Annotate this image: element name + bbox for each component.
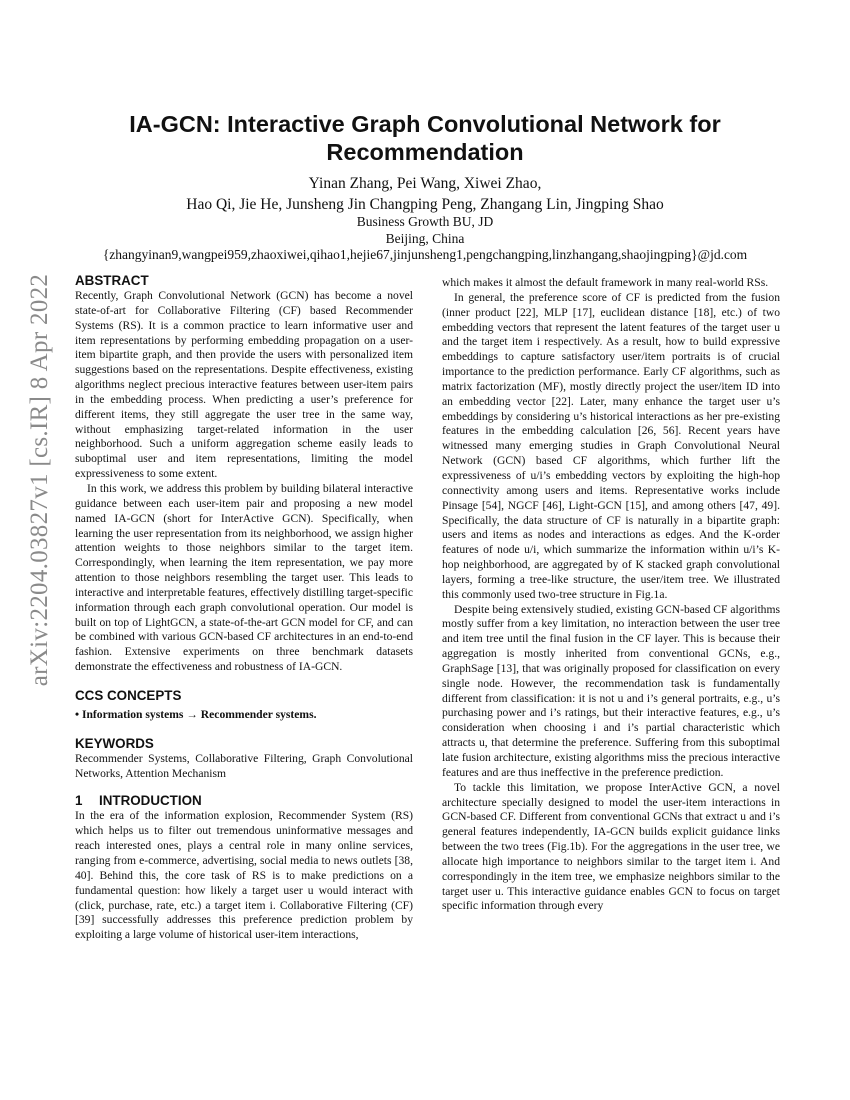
intro-paragraph-1: In the era of the information explosion, Recommender System (RS) which helps us to filter out tremendous uninformative messages and reach interested ones, plays a central role in many online services, ranging from e-commerce, advertising, social media to news outlets [38, 40]. Behind this, the core task of RS is to make predictions on a fundamental question: how likely a target user u would interact with (click, purchase, rate, etc.) a target item i. Collaborative Filtering (CF) [39] successfully addresses this preference prediction problem by exploiting a large volume of historical user-item interactions, bbox=[75, 809, 413, 942]
affiliation-org: Business Growth BU, JD bbox=[356, 214, 494, 229]
keywords-heading: KEYWORDS bbox=[75, 735, 154, 751]
intro-paragraph-1-continued: which makes it almost the default framework in many real-world RSs. bbox=[442, 276, 769, 289]
affiliation-emails: {zhangyinan9,wangpei959,zhaoxiwei,qihao1,hejie67,jinjunsheng1,pengchangping,linzhangang,shaojingping}@jd.com bbox=[102, 247, 748, 262]
intro-paragraph-4: To tackle this limitation, we propose InterActive GCN, a novel architecture specially designed to model the user-item interactions in GCN-based CF. Different from conventional GCNs that extract u and i’s general features independently, IA-GCN builds explicit guidance links between the two trees (Fig.1b). For the aggregations in the user tree, we allocate high importance to neighbors similar to the target item i. And correspondingly in the item tree, we emphasize neighbors similar to the target user u. This interactive guidance enables GCN to focus on target specific information through every bbox=[442, 780, 780, 913]
intro-paragraph-3: Despite being extensively studied, existing GCN-based CF algorithms mostly suffer from a key limitation, no interaction between the user tree and item tree until the final fusion in the CF layer. This is because their aggregation is mostly inherited from conventional GCNs, e.g., GraphSage [13], that was originally proposed for classification on every single node. However, the recommendation task is fundamentally different from classification: it is not u and i’s general portraits, e.g., u’s purchasing power and i’s ratings, but their interactive features, e.g., u’s consideration when choosing i and i’s partial characteristic which attracts u, that determine the preference. Suffering from this suboptimal late fusion architecture, existing algorithms miss the precious interactive features and are thus ineffective in the preference prediction. bbox=[442, 602, 780, 779]
author-list bbox=[80, 173, 770, 215]
abstract-paragraph-2: In this work, we address this problem by building bilateral interactive guidance between each user-item pair and proposing a new model named IA-GCN (short for InterActive GCN). Specifically, when learning the user representation from its neighborhood, we assign higher attention weights to those neighbors similar to the target item. Correspondingly, when learning the item representation, we pay more attention to those neighbors resembling the target user. This leads to interactive and interpretable features, effectively distilling target-specific information through each graph convolutional operation. Our model is built on top of LightGCN, a state-of-the-art GCN model for CF, and can be combined with various GCN-based CF architectures in an end-to-end fashion. Extensive experiments on three benchmark datasets demonstrate the effectiveness and robustness of IA-GCN. bbox=[75, 481, 413, 674]
right-column bbox=[442, 276, 780, 914]
section-title: INTRODUCTION bbox=[99, 793, 202, 809]
abstract-heading: ABSTRACT bbox=[75, 273, 149, 288]
affiliation-city: Beijing, China bbox=[385, 230, 465, 246]
keywords-text: Recommender Systems, Collaborative Filtering, Graph Convolutional Networks, Attention Mechanism bbox=[75, 751, 413, 780]
ccs-concept-item: • Information systems → Recommender systems. bbox=[75, 707, 317, 721]
ccs-heading: CCS CONCEPTS bbox=[75, 687, 182, 703]
section-number: 1 bbox=[75, 793, 83, 809]
left-column bbox=[75, 272, 413, 943]
paper-title: IA-GCN: Interactive Graph Convolutional Network for Recommendation bbox=[129, 111, 721, 165]
affiliation bbox=[80, 214, 770, 264]
author-line-2: Hao Qi, Jie He, Junsheng Jin Changping Peng, Zhangang Lin, Jingping Shao bbox=[186, 196, 664, 213]
intro-paragraph-2: In general, the preference score of CF is predicted from the fusion (inner product [22], MLP [17], euclidean distance [18], etc.) of two embedding vectors that represent the latent features of the target user u and the target item i respectively. As a result, how to build expressive embeddings to capture satisfactory user/item portraits is of crucial importance to the prediction performance. Early CF algorithms, such as matrix factorization (MF), mostly directly project the user/item ID into an embedding vector [22]. Later, many enhance the target user u’s embeddings by considering u’s historical interactions as her pre-existing features in the embedding calculation [26, 56]. Recent years have witnessed many emerging studies in Graph Convolutional Neural Network (GCN) based CF algorithms, which further lift the expressiveness of u/i’s embedding vectors by exploiting the high-hop connectivity among users and items. Representative works include Pinsage [54], NGCF [46], Light-GCN [15], and among others [47, 49]. Specifically, the data structure of CF is naturally in a bipartite graph: users and items as nodes and interactions as edges. And the K-order features of node u/i, which summarize the information within u/i’s K-hop neighborhood, are aggregated by of K stacked graph convolutional layers, forming a tree-like structure, the user/item tree. We illustrated this commonly used two-tree structure in Fig.1a. bbox=[442, 290, 780, 601]
author-line-1: Yinan Zhang, Pei Wang, Xiwei Zhao, bbox=[308, 175, 542, 192]
intro-heading bbox=[75, 792, 413, 809]
abstract-paragraph-1: Recently, Graph Convolutional Network (GCN) has become a novel state-of-art for Collaborative Filtering (CF) based Recommender Systems (RS). It is a common practice to learn informative user and item representations by performing embedding propagation on a user-item bipartite graph, and then provide the users with personalized item suggestions based on the representations. Despite effectiveness, existing algorithms neglect precious interactive features between user-item pairs in the embedding process. When predicting a user’s preference for different items, they still aggregate the user tree in the same way, without emphasizing target-related information in the user neighborhood. Such a uniform aggregation scheme easily leads to suboptimal user and item representations, limiting the model expressiveness to some extent. bbox=[75, 289, 413, 481]
arxiv-sidebar bbox=[20, 273, 60, 687]
arxiv-identifier: arXiv:2204.03827v1 [cs.IR] 8 Apr 2022 bbox=[26, 273, 54, 687]
